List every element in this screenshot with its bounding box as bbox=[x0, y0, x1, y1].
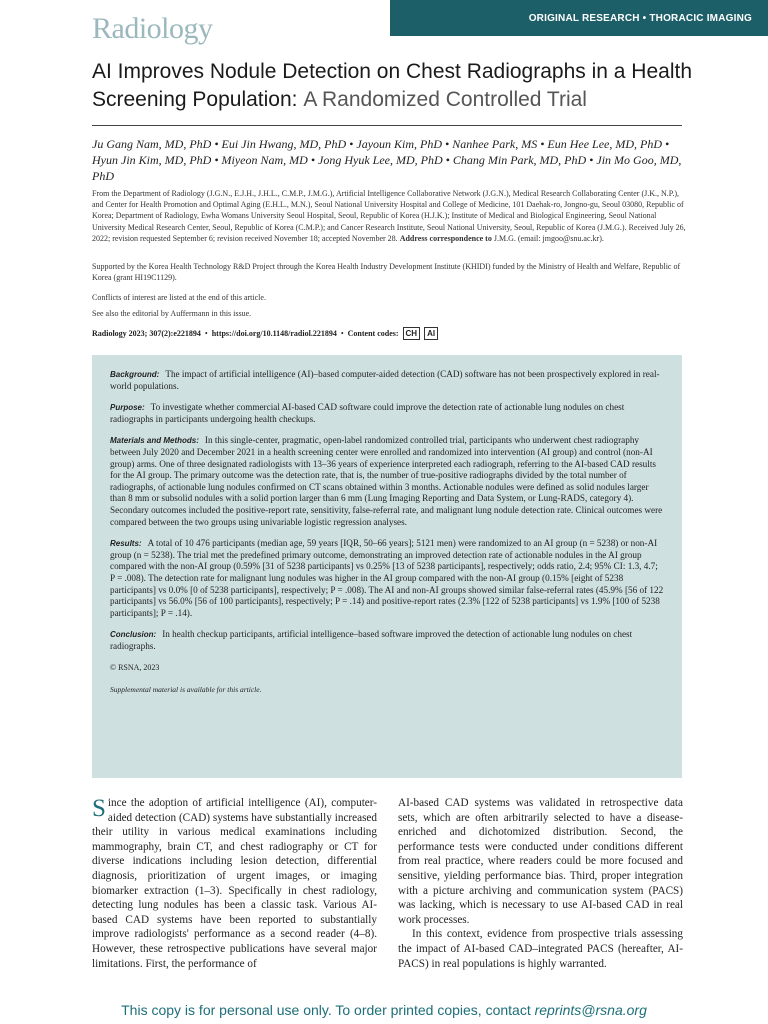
abstract-label: Background: bbox=[110, 370, 160, 379]
abstract-text: In health checkup participants, artificial intelligence–based software improved the detection of actionable lung nodules on chest radiographs. bbox=[110, 629, 633, 651]
author-list: Ju Gang Nam, MD, PhD • Eui Jin Hwang, MD, PhD • Jayoun Kim, PhD • Nanhee Park, MS • Eun Hee Lee, MD, PhD • Hyun Jin Kim, MD, PhD • Miyeon Nam, MD • Jong Hyuk Lee, MD, PhD • Chang Min Park, MD, PhD • Jin Mo Goo, MD, PhD bbox=[92, 137, 682, 183]
abstract-label: Results: bbox=[110, 539, 142, 549]
abstract-text: In this single-center, pragmatic, open-label randomized controlled trial, participants who underwent chest radiography between July 2020 and December 2021 in a health screening center were enrolled and randomized into intervention (AI group) and control (non-AI group) arms. One of three designated radiologists with 13–36 years of experience interpreted each radiograph, referring to the AI-based CAD results for the AI group. The primary outcome was the detection rate, that is, the number of true-positive radiographs divided by the total number of radiographs, of actionable lung nodules confirmed on CT scans obtained within 3 months. Actionable nodules were defined as solid nodules larger than 8 mm or subsolid nodules with a solid portion larger than 6 mm (Lung Imaging Reporting and Data System, or Lung-RADS, category 4). Secondary outcomes included the positive-report rate, sensitivity, false-referral rate, and malignant lung nodule detection rate. Clinical outcomes were compared between the two groups using univariable logistic regression analyses. bbox=[110, 435, 663, 527]
content-code-ai: AI bbox=[424, 327, 438, 340]
funding-note: Supported by the Korea Health Technology R&D Project through the Korea Health Industry Development Institute (KHIDI) funded by the Ministry of Health and Welfare, Republic of Korea (grant HI19C1129). bbox=[92, 262, 681, 283]
abstract-label: Materials and Methods: bbox=[110, 436, 199, 446]
title-subtitle: A Randomized Controlled Trial bbox=[303, 88, 587, 111]
drop-cap: S bbox=[92, 795, 106, 822]
supplemental-note: Supplemental material is available for this article. bbox=[110, 685, 262, 695]
abstract-text: The impact of artificial intelligence (AI)–based computer-aided detection (CAD) software has not been prospectively explored in real-world populations. bbox=[110, 369, 660, 391]
footer-text: This copy is for personal use only. To order printed copies, contact bbox=[121, 1002, 531, 1018]
citation-line bbox=[92, 327, 438, 340]
body-paragraph: In this context, evidence from prospective trials assessing the impact of AI-based CAD–integrated PACS (hereafter, AI-PACS) in real populations is highly warranted. bbox=[398, 928, 683, 970]
abstract-text: To investigate whether commercial AI-based CAD software could improve the detection rate of actionable lung nodules on chest radiographs in participants undergoing health checkups. bbox=[110, 402, 625, 424]
title-main: AI Improves Nodule Detection on Chest Radiographs in a Health Screening Population: bbox=[92, 60, 692, 111]
citation-ref: Radiology 2023; 307(2):e221894 bbox=[92, 329, 201, 338]
abstract-methods bbox=[110, 435, 664, 528]
abstract-label: Conclusion: bbox=[110, 630, 157, 640]
content-code-ch: CH bbox=[403, 327, 421, 340]
section-tag: ORIGINAL RESEARCH • THORACIC IMAGING bbox=[390, 0, 768, 36]
abstract-background bbox=[110, 369, 664, 392]
body-paragraph bbox=[92, 796, 377, 971]
title-divider bbox=[92, 125, 682, 126]
reprint-footer bbox=[0, 1002, 768, 1018]
doi-link[interactable]: https://doi.org/10.1148/radiol.221894 bbox=[211, 329, 337, 338]
correspondence-label: Address correspondence to bbox=[399, 233, 492, 243]
abstract-box bbox=[92, 355, 682, 778]
body-column-left bbox=[92, 796, 377, 971]
content-codes-label: Content codes: bbox=[347, 329, 399, 338]
abstract-text: A total of 10 476 participants (median age, 59 years [IQR, 50–66 years]; 5121 men) were randomized to an AI group (n = 5238) or non-AI group (n = 5238). The trial met the predefined primary outcome, demonstrating an improved detection rate of actionable nodules in the AI group compared with the non-AI group (0.59% [31 of 5238 participants] vs 0.25% [13 of 5238 participants], respectively; odds ratio, 2.4; 95% CI: 1.3, 4.7; P = .008). The detection rate for malignant lung nodules was higher in the AI group compared with the non-AI group (0.15% [eight of 5238 participants] vs 0.0% [0 of 5238 participants], respectively; P = .008). The AI and non-AI groups showed similar false-referral rates (45.9% [56 of 122 participants] vs 56.0% [56 of 100 participants], respectively; P = .14) and positive-report rates (2.3% [122 of 5238 participants] vs 1.9% [100 of 5238 participants]; P = .14). bbox=[110, 538, 664, 618]
article-title bbox=[92, 58, 692, 114]
paragraph-text: ince the adoption of artificial intelligence (AI), computer-aided detection (CAD) systems have substantially increased their utility in various medical examinations including mammography, brain CT, and chest radiography or CT for diverse indications including lesion detection, differential diagnosis, prioritization of urgent images, or imaging biomarker extraction (1–3). Specifically in chest radiology, detecting lung nodules has been a classic task. Various AI-based CAD systems have been reported to substantially improve radiologists' performance as a second reader (4–8). However, these retrospective publications have several major limitations. First, the performance of bbox=[92, 797, 377, 970]
abstract-label: Purpose: bbox=[110, 403, 145, 413]
editorial-note: See also the editorial by Auffermann in this issue. bbox=[92, 309, 252, 318]
journal-logo: Radiology bbox=[92, 12, 213, 45]
correspondence-text: J.M.G. (email: jmgoo@snu.ac.kr). bbox=[491, 233, 604, 243]
abstract-results bbox=[110, 538, 664, 619]
affiliations bbox=[92, 188, 692, 244]
reprints-email-link[interactable]: reprints@rsna.org bbox=[534, 1002, 647, 1018]
abstract-conclusion bbox=[110, 629, 664, 652]
conflicts-note: Conflicts of interest are listed at the end of this article. bbox=[92, 293, 266, 302]
abstract-purpose bbox=[110, 402, 664, 425]
copyright-note: © RSNA, 2023 bbox=[110, 663, 160, 673]
bullet-separator: • bbox=[204, 329, 208, 338]
body-paragraph: AI-based CAD systems was validated in retrospective data sets, which are often arbitrarily selected to have a disease-enriched and dichotomized distribution. Second, the performance tests were conducted under conditions different from real practice, where readers could be more focused and sensitive, yielding performance bias. Third, proper integration with a picture archiving and communication system (PACS) was lacking, which is necessary to use AI-based CAD in real work processes. bbox=[398, 797, 683, 926]
affiliations-text: From the Department of Radiology (J.G.N., E.J.H., J.H.L., C.M.P., J.M.G.), Artificial Intelligence Collaborative Network (J.G.N.), Medical Research Collaborating Center (J.K., N.P.), and Center for Health Promotion and Optimal Aging (E.H.L., M.N.), Seoul National University Hospital and College of Medicine, 101 Daehak-ro, Jongno-gu, Seoul 03080, Republic of Korea; Department of Radiology, Ewha Womans University Seoul Hospital, Seoul, Republic of Korea (H.J.K.); Institute of Medical and Biological Engineering, Seoul National University Medical Research Center, Seoul, Republic of Korea (C.M.P.); and Cancer Research Institute, Seoul National University, Seoul, Republic of Korea (J.M.G.). Received July 26, 2022; revision requested September 6; revision received November 18; accepted November 28. bbox=[92, 189, 686, 243]
bullet-separator: • bbox=[340, 329, 344, 338]
body-column-right bbox=[398, 796, 683, 971]
